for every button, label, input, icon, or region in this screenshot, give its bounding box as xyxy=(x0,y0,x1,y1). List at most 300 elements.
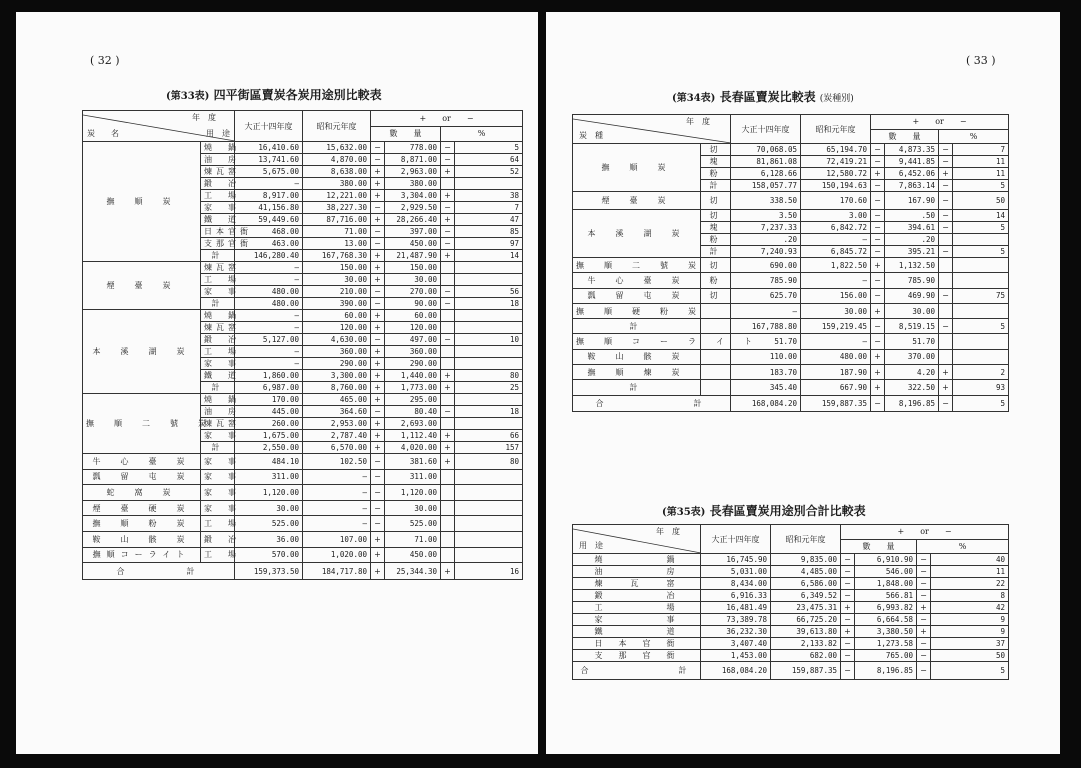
table-row xyxy=(83,262,523,274)
year2-value: 65,194.70 xyxy=(801,144,871,156)
use-cell: 煉瓦窰 xyxy=(201,418,235,430)
pct-sign: + xyxy=(441,430,455,442)
pct-sign: + xyxy=(441,370,455,382)
year1-value: 8,434.00 xyxy=(701,578,771,590)
year1-value: 41,156.80 xyxy=(235,202,303,214)
diff-qty: 1,112.40 xyxy=(385,430,441,442)
year1-value: 170.00 xyxy=(235,394,303,406)
diff-sign: − xyxy=(871,210,885,222)
year1-value: 6,128.66 xyxy=(731,168,801,180)
pct-sign xyxy=(441,418,455,430)
pct-sign: + xyxy=(441,166,455,178)
year1-value: 81,861.08 xyxy=(731,156,801,168)
diff-qty: 7,863.14 xyxy=(885,180,939,192)
year1-value: 463.00 xyxy=(235,238,303,250)
year1-value: 3,407.40 xyxy=(701,638,771,650)
year2-value: 107.00 xyxy=(303,531,371,547)
header-year1: 大正十四年度 xyxy=(235,111,303,142)
table-number: (第33表) xyxy=(166,91,210,102)
use-cell: 工 場 xyxy=(201,547,235,563)
pct-value xyxy=(455,178,523,190)
year1-value: 36,232.30 xyxy=(701,626,771,638)
pct-sign: + xyxy=(441,214,455,226)
pct-value: 40 xyxy=(931,554,1009,566)
grade-cell: 塊 xyxy=(701,156,731,168)
diff-sign: − xyxy=(871,334,885,349)
pct-value: 5 xyxy=(953,395,1009,411)
coal-name-cell: 撫順コーライト xyxy=(83,547,201,563)
year1-value: 16,745.90 xyxy=(701,554,771,566)
year1-value: 168,084.20 xyxy=(731,395,801,411)
year2-value: — xyxy=(303,485,371,501)
grade-cell: 切 xyxy=(701,144,731,156)
year1-value: 8,917.00 xyxy=(235,190,303,202)
table-row xyxy=(83,563,523,580)
pct-sign: + xyxy=(441,563,455,580)
table-row xyxy=(573,554,1009,566)
diff-qty: 150.00 xyxy=(385,262,441,274)
table-row xyxy=(83,500,523,516)
year1-value: 6,987.00 xyxy=(235,382,303,394)
table-35 xyxy=(572,524,1009,680)
year2-value: 210.00 xyxy=(303,286,371,298)
pct-sign: + xyxy=(939,365,953,380)
pct-sign: − xyxy=(441,154,455,166)
pct-sign: − xyxy=(939,246,953,258)
diff-sign: + xyxy=(871,365,885,380)
pct-value: 5 xyxy=(953,222,1009,234)
year1-value: 168,084.20 xyxy=(701,662,771,680)
year1-value: 146,280.40 xyxy=(235,250,303,262)
year2-value: 30.00 xyxy=(303,274,371,286)
diff-qty: 395.21 xyxy=(885,246,939,258)
diff-sign: + xyxy=(371,274,385,286)
diff-qty: 1,120.00 xyxy=(385,485,441,501)
year2-value: 12,221.00 xyxy=(303,190,371,202)
diff-qty: 80.40 xyxy=(385,406,441,418)
diff-qty: 450.00 xyxy=(385,238,441,250)
diff-qty: 360.00 xyxy=(385,346,441,358)
coal-name-cell: 撫 順 煉 炭 xyxy=(573,365,701,380)
diff-qty: 785.90 xyxy=(885,273,939,288)
year2-value: 2,953.00 xyxy=(303,418,371,430)
year2-value: — xyxy=(303,516,371,532)
table-row xyxy=(573,273,1009,288)
diff-qty: 90.00 xyxy=(385,298,441,310)
coal-name-cell: 撫 順 粉 炭 xyxy=(83,516,201,532)
page-number: ( 32 ) xyxy=(90,54,120,67)
pct-sign: − xyxy=(441,202,455,214)
grade-cell: 切 xyxy=(701,288,731,303)
use-cell: 油 房 xyxy=(201,406,235,418)
pct-value: 7 xyxy=(455,202,523,214)
pct-value xyxy=(455,274,523,286)
pct-value: 80 xyxy=(455,370,523,382)
diff-sign: + xyxy=(871,380,885,395)
diff-sign: − xyxy=(871,273,885,288)
pct-value: 93 xyxy=(953,380,1009,395)
diff-sign: + xyxy=(371,178,385,190)
pct-value: 85 xyxy=(455,226,523,238)
use-cell: 煉 瓦 窰 xyxy=(573,578,701,590)
pct-sign: − xyxy=(939,210,953,222)
year2-value: 150,194.63 xyxy=(801,180,871,192)
table-row xyxy=(573,303,1009,318)
year2-value: 156.00 xyxy=(801,288,871,303)
pct-value xyxy=(455,358,523,370)
pct-value: 25 xyxy=(455,382,523,394)
use-cell: 計 xyxy=(201,442,235,454)
coal-name-cell: 煙 臺 硬 炭 xyxy=(83,500,201,516)
diff-sign: − xyxy=(371,154,385,166)
use-cell: 家 事 xyxy=(201,469,235,485)
year2-value: 87,716.00 xyxy=(303,214,371,226)
year1-value: 7,240.93 xyxy=(731,246,801,258)
pct-sign xyxy=(441,310,455,322)
year2-value: 360.00 xyxy=(303,346,371,358)
coal-name-cell: 煙 臺 炭 xyxy=(573,192,701,210)
pct-value: 64 xyxy=(455,154,523,166)
use-cell: 計 xyxy=(201,250,235,262)
diff-qty: 322.50 xyxy=(885,380,939,395)
pct-sign: − xyxy=(939,288,953,303)
pct-sign: − xyxy=(917,578,931,590)
year1-value: 36.00 xyxy=(235,531,303,547)
table-title: 四平街區賣炭各炭用途別比較表 xyxy=(213,88,382,102)
year1-value: — xyxy=(235,262,303,274)
year2-value: 6,586.00 xyxy=(771,578,841,590)
year2-value: 1,020.00 xyxy=(303,547,371,563)
pct-value xyxy=(455,516,523,532)
coal-name-cell: 撫 順 コ ー ラ イ ト xyxy=(573,334,701,349)
diff-sign: + xyxy=(871,303,885,318)
pct-sign xyxy=(441,485,455,501)
pct-value xyxy=(455,394,523,406)
diff-qty: 2,929.50 xyxy=(385,202,441,214)
year2-value: 187.90 xyxy=(801,365,871,380)
pct-sign: + xyxy=(441,250,455,262)
diff-qty: 381.60 xyxy=(385,454,441,470)
year2-value: 364.60 xyxy=(303,406,371,418)
year1-value: — xyxy=(235,310,303,322)
year2-value: 8,760.00 xyxy=(303,382,371,394)
pct-sign: − xyxy=(939,156,953,168)
table-title: 長春區賣炭用途別合計比較表 xyxy=(709,504,866,518)
year2-value: 4,630.00 xyxy=(303,334,371,346)
year2-value: 667.90 xyxy=(801,380,871,395)
table-33-title-block xyxy=(166,86,382,103)
table-row xyxy=(573,566,1009,578)
diff-qty: 566.81 xyxy=(855,590,917,602)
grade-cell xyxy=(701,380,731,395)
year1-value: — xyxy=(235,178,303,190)
diff-sign: + xyxy=(871,258,885,273)
header-year-label: 年 度 xyxy=(656,527,680,536)
coal-name-cell: 牛 心 臺 炭 xyxy=(83,454,201,470)
pct-sign: − xyxy=(441,298,455,310)
diff-sign: − xyxy=(371,485,385,501)
year2-value: 15,632.00 xyxy=(303,142,371,154)
use-cell: 計 xyxy=(201,382,235,394)
header-diagonal-cell xyxy=(573,115,731,144)
year1-value: — xyxy=(731,303,801,318)
diff-sign: − xyxy=(871,156,885,168)
use-cell: 家 事 xyxy=(201,430,235,442)
coal-name-cell: 計 xyxy=(573,380,701,395)
diff-sign: + xyxy=(371,418,385,430)
diff-qty: .50 xyxy=(885,210,939,222)
table-34-title-block xyxy=(672,88,854,105)
table-number: (第35表) xyxy=(662,507,706,518)
year1-value: — xyxy=(235,346,303,358)
table-row xyxy=(83,547,523,563)
year1-value: 70,068.05 xyxy=(731,144,801,156)
diff-qty: 290.00 xyxy=(385,358,441,370)
year1-value: 51.70 xyxy=(731,334,801,349)
table-row xyxy=(83,531,523,547)
diff-qty: 8,519.15 xyxy=(885,319,939,334)
pct-sign: − xyxy=(441,334,455,346)
year1-value: — xyxy=(235,358,303,370)
year1-value: 16,410.60 xyxy=(235,142,303,154)
pct-value: 5 xyxy=(953,246,1009,258)
header-diff: + or − xyxy=(371,111,523,127)
use-cell: 鍛 冶 xyxy=(573,590,701,602)
year1-value: 468.00 xyxy=(235,226,303,238)
diff-qty: 765.00 xyxy=(855,650,917,662)
pct-sign: + xyxy=(939,168,953,180)
diff-qty: 120.00 xyxy=(385,322,441,334)
header-year1: 大正十四年度 xyxy=(731,115,801,144)
table-row xyxy=(83,142,523,154)
diff-sign: − xyxy=(371,469,385,485)
coal-name-cell: 本 溪 湖 炭 xyxy=(83,310,201,394)
header-diff: + or − xyxy=(841,525,1009,540)
pct-sign: − xyxy=(917,638,931,650)
diff-sign: − xyxy=(871,180,885,192)
pct-value: 14 xyxy=(953,210,1009,222)
diff-qty: 1,132.50 xyxy=(885,258,939,273)
pct-value xyxy=(455,531,523,547)
header-use: 用 途 xyxy=(579,541,603,550)
use-cell: 燒 鍋 xyxy=(201,394,235,406)
table-row xyxy=(573,288,1009,303)
table-row xyxy=(573,349,1009,364)
pct-sign xyxy=(939,334,953,349)
pct-value: 11 xyxy=(931,566,1009,578)
pct-value xyxy=(455,418,523,430)
diff-qty: 394.61 xyxy=(885,222,939,234)
pct-value: 10 xyxy=(455,334,523,346)
pct-value xyxy=(455,322,523,334)
year1-value: — xyxy=(235,274,303,286)
table-row xyxy=(573,650,1009,662)
diff-sign: − xyxy=(841,566,855,578)
year1-value: 73,389.78 xyxy=(701,614,771,626)
coal-name-cell: 瓢 留 屯 炭 xyxy=(573,288,701,303)
year2-value: 30.00 xyxy=(801,303,871,318)
pct-sign xyxy=(441,547,455,563)
year1-value: 345.40 xyxy=(731,380,801,395)
diff-sign: − xyxy=(371,334,385,346)
year1-value: 5,127.00 xyxy=(235,334,303,346)
grade-cell: 切 xyxy=(701,192,731,210)
table-row xyxy=(573,626,1009,638)
use-cell: 家 事 xyxy=(201,454,235,470)
diff-sign: − xyxy=(841,578,855,590)
year1-value: 6,916.33 xyxy=(701,590,771,602)
diff-qty: 6,993.82 xyxy=(855,602,917,614)
year2-value: 159,887.35 xyxy=(801,395,871,411)
grade-cell: 粉 xyxy=(701,168,731,180)
use-cell: 家 事 xyxy=(201,286,235,298)
left-page xyxy=(16,12,538,754)
diff-qty: 778.00 xyxy=(385,142,441,154)
year2-value: 150.00 xyxy=(303,262,371,274)
pct-value: 50 xyxy=(953,192,1009,210)
pct-value: 66 xyxy=(455,430,523,442)
diff-qty: 1,773.00 xyxy=(385,382,441,394)
diff-sign: − xyxy=(871,222,885,234)
diff-qty: 8,871.00 xyxy=(385,154,441,166)
pct-sign: − xyxy=(441,406,455,418)
diff-sign: + xyxy=(371,442,385,454)
diff-qty: 8,196.85 xyxy=(885,395,939,411)
diff-sign: + xyxy=(841,626,855,638)
header-diff: + or − xyxy=(871,115,1009,130)
use-cell: 家 事 xyxy=(201,500,235,516)
header-year2: 昭和元年度 xyxy=(801,115,871,144)
year1-value: 13,741.60 xyxy=(235,154,303,166)
diff-qty: 28,266.40 xyxy=(385,214,441,226)
pct-sign: + xyxy=(441,190,455,202)
coal-name-cell: 撫 順 炭 xyxy=(573,144,701,192)
grand-total-label: 合 計 xyxy=(573,395,731,411)
use-cell: 燒 鍋 xyxy=(573,554,701,566)
coal-name-cell: 鞍 山 骸 炭 xyxy=(573,349,701,364)
header-year2: 昭和元年度 xyxy=(771,525,841,554)
diff-sign: − xyxy=(371,202,385,214)
year2-value: 6,845.72 xyxy=(801,246,871,258)
year2-value: 2,133.82 xyxy=(771,638,841,650)
diff-qty: 9,441.85 xyxy=(885,156,939,168)
pct-sign: − xyxy=(939,395,953,411)
diff-sign: − xyxy=(371,226,385,238)
use-cell: 工 場 xyxy=(201,516,235,532)
pct-value: 75 xyxy=(953,288,1009,303)
table-row xyxy=(83,454,523,470)
grade-cell: 計 xyxy=(701,246,731,258)
coal-name-cell: 蛇 窩 炭 xyxy=(83,485,201,501)
year2-value: 2,787.40 xyxy=(303,430,371,442)
diff-sign: + xyxy=(371,563,385,580)
coal-name-cell: 牛 心 臺 炭 xyxy=(573,273,701,288)
pct-sign: − xyxy=(939,144,953,156)
diff-sign: − xyxy=(841,590,855,602)
pct-value: 7 xyxy=(953,144,1009,156)
diff-qty: 167.90 xyxy=(885,192,939,210)
year2-value: 184,717.80 xyxy=(303,563,371,580)
table-row xyxy=(573,395,1009,411)
coal-name-cell: 計 xyxy=(573,319,701,334)
year2-value: 6,570.00 xyxy=(303,442,371,454)
year2-value: 167,768.30 xyxy=(303,250,371,262)
pct-sign: − xyxy=(441,286,455,298)
pct-value: 5 xyxy=(931,662,1009,680)
diff-sign: − xyxy=(841,650,855,662)
year1-value: 338.50 xyxy=(731,192,801,210)
year1-value: 1,453.00 xyxy=(701,650,771,662)
diff-qty: 450.00 xyxy=(385,547,441,563)
year2-value: 465.00 xyxy=(303,394,371,406)
year1-value: 2,550.00 xyxy=(235,442,303,454)
year2-value: — xyxy=(303,469,371,485)
year1-value: 158,057.77 xyxy=(731,180,801,192)
year1-value: 690.00 xyxy=(731,258,801,273)
diff-qty: 8,196.85 xyxy=(855,662,917,680)
table-row xyxy=(573,590,1009,602)
pct-sign xyxy=(441,178,455,190)
diff-sign: − xyxy=(371,286,385,298)
year1-value: 167,788.80 xyxy=(731,319,801,334)
pct-sign xyxy=(441,274,455,286)
year2-value: 4,870.00 xyxy=(303,154,371,166)
pct-sign xyxy=(939,258,953,273)
diff-qty: 370.00 xyxy=(885,349,939,364)
year1-value: 5,675.00 xyxy=(235,166,303,178)
diff-qty: .20 xyxy=(885,234,939,246)
year1-value: 5,031.00 xyxy=(701,566,771,578)
diff-qty: 2,693.00 xyxy=(385,418,441,430)
pct-sign: − xyxy=(917,566,931,578)
table-subtitle: (炭種別) xyxy=(819,94,854,104)
diff-qty: 295.00 xyxy=(385,394,441,406)
table-row xyxy=(573,662,1009,680)
coal-name-cell: 本 溪 湖 炭 xyxy=(573,210,701,258)
year2-value: 159,887.35 xyxy=(771,662,841,680)
grade-cell: 切 xyxy=(701,258,731,273)
diff-qty: 546.00 xyxy=(855,566,917,578)
year2-value: 13.00 xyxy=(303,238,371,250)
diff-qty: 21,487.90 xyxy=(385,250,441,262)
year1-value: 7,237.33 xyxy=(731,222,801,234)
header-year2: 昭和元年度 xyxy=(303,111,371,142)
table-row xyxy=(573,319,1009,334)
use-cell: 工 場 xyxy=(201,346,235,358)
year2-value: 480.00 xyxy=(801,349,871,364)
pct-value: 37 xyxy=(931,638,1009,650)
diff-sign: + xyxy=(371,310,385,322)
year2-value: 390.00 xyxy=(303,298,371,310)
use-cell: 支 那 官 衙 xyxy=(573,650,701,662)
diff-qty: 497.00 xyxy=(385,334,441,346)
diff-qty: 4,020.00 xyxy=(385,442,441,454)
year2-value: 682.00 xyxy=(771,650,841,662)
use-cell: 鍛 冶 xyxy=(201,531,235,547)
pct-sign: − xyxy=(939,180,953,192)
diff-qty: 1,848.00 xyxy=(855,578,917,590)
coal-name-cell: 撫 順 二 號 炭 xyxy=(573,258,701,273)
pct-value xyxy=(953,273,1009,288)
use-cell: 支那官衙 xyxy=(201,238,235,250)
year2-value: 8,638.00 xyxy=(303,166,371,178)
diff-qty: 4,873.35 xyxy=(885,144,939,156)
diff-sign: + xyxy=(371,358,385,370)
year2-value: — xyxy=(303,500,371,516)
header-qty: 數 量 xyxy=(871,129,939,144)
diff-qty: 1,273.58 xyxy=(855,638,917,650)
header-year-label: 年 度 xyxy=(192,113,216,122)
